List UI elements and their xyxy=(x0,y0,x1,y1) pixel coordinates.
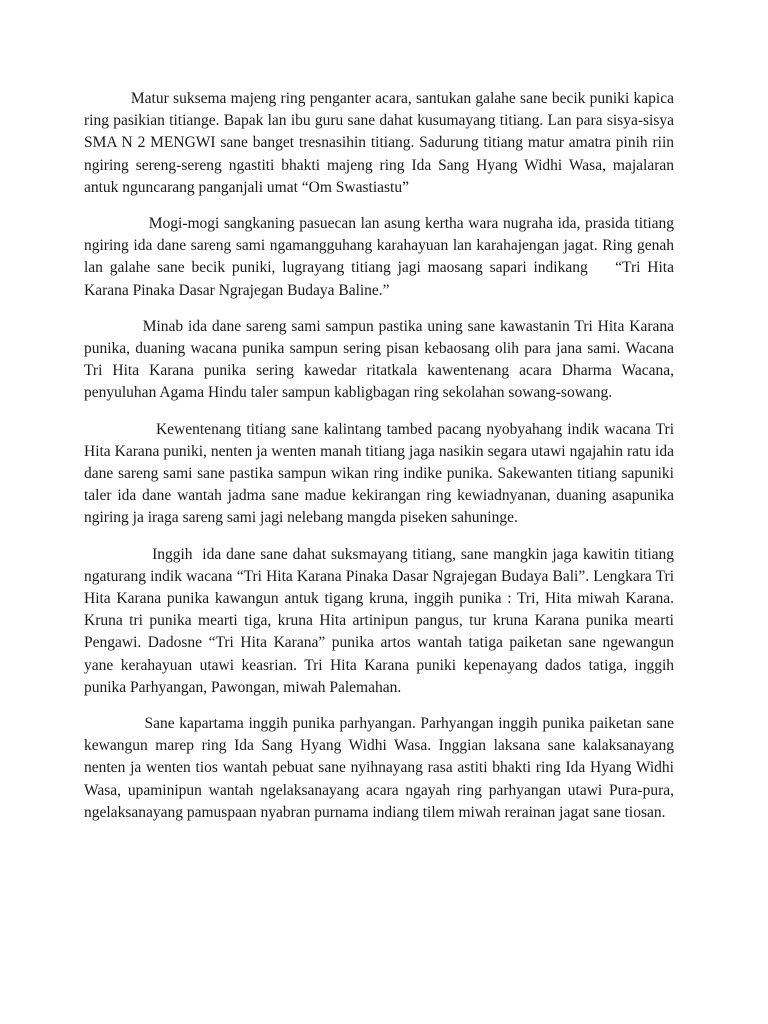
paragraph-opening-greeting: Matur suksema majeng ring penganter acara, santukan galahe sane becik puniki kapica ring pasikian titiange. Bapak lan ibu guru sane dahat kusumayang titiang. Lan para sisya-sisya SMA N 2 MENGWI sane banget tresnasihin titiang. Sadurung titiang matur amatra pinih riin ngiring sereng-sereng ngastiti bhakti majeng ring Ida Sang Hyang Widhi Wasa, majalaran antuk nguncarang panganjali umat “Om Swastiastu” xyxy=(84,90,678,196)
paragraph-tri-hita-karana-awareness: Minab ida dane sareng sami sampun pastika uning sane kawastanin Tri Hita Karana punika, duaning wacana punika sampun sering pisan kebaosang olih para jana sami. Wacana Tri Hita Karana punika sering kawedar ritatkala kawentenang acara Dharma Wacana, penyuluhan Agama Hindu taler sampun kabligbagan ring sekolahan sowang-sowang. xyxy=(84,317,678,402)
paragraph-parhyangan: Sane kapartama inggih punika parhyangan. Parhyangan inggih punika paiketan sane kewangun marep ring Ida Sang Hyang Widhi Wasa. Inggian laksana sane kalaksanayang nenten ja wenten tios wantah pebuat sane nyihnayang rasa astiti bhakti ring Ida Hyang Widhi Wasa, upaminipun wantah ngelaksanayang acara ngayah ring parhyangan utawi Pura-pura, ngelaksanayang pamuspaan nyabran purnama indiang tilem miwah rerainan jagat sane tiosan. xyxy=(84,715,678,821)
paragraph-topic-introduction: Mogi-mogi sangkaning pasuecan lan asung kertha wara nugraha ida, prasida titiang ngiring ida dane sareng sami ngamangguhang karahayuan lan karahajengan jagat. Ring genah lan galahe sane becik puniki, lugrayang titiang jagi maosang sapari indikang “Tri Hita Karana Pinaka Dasar Ngrajegan Budaya Baline.” xyxy=(84,215,678,299)
paragraph-definition: Inggih ida dane sane dahat suksmayang titiang, sane mangkin jaga kawitin titiang ngaturang indik wacana “Tri Hita Karana Pinaka Dasar Ngrajegan Budaya Bali”. Lengkara Tri Hita Karana punika kawangun antuk tigang kruna, inggih punika : Tri, Hita miwah Karana. Kruna tri punika mearti tiga, kruna Hita artinipun pangus, tur kruna Karana punika mearti Pengawi. Dadosne “Tri Hita Karana” punika artos wantah tatiga paiketan sane ngewangun yane kerahayuan utawi keasrian. Tri Hita Karana puniki kepenayang dados tatiga, inggih punika Parhyangan, Pawongan, miwah Palemahan. xyxy=(84,545,678,696)
paragraph-humility: Kewentenang titiang sane kalintang tambed pacang nyobyahang indik wacana Tri Hita Karana puniki, nenten ja wenten manah titiang jaga nasikin segara utawi ngajahin ratu ida dane sareng sami sane pastika sampun wikan ring indike punika. Sakewanten titiang sapuniki taler ida dane wantah jadma sane madue kekirangan ring kewiadnyanan, duaning asapunika ngiring ja iraga sareng sami jagi nelebang mangda piseken sahuninge. xyxy=(84,420,678,527)
document-body xyxy=(84,88,678,838)
